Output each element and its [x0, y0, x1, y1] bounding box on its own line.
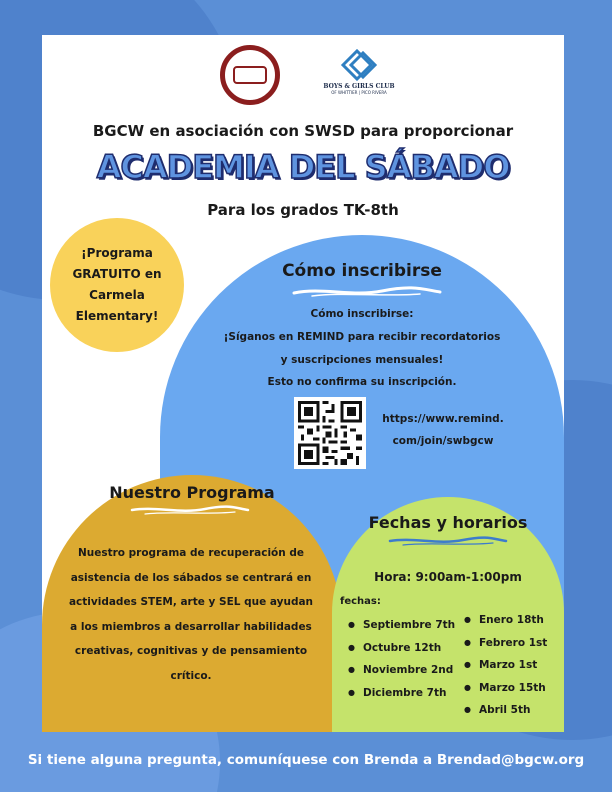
grades-text: Para los grados TK-8th	[207, 201, 399, 219]
logo-text-sub: OF WHITTIER | PICO RIVERA	[331, 90, 387, 95]
contact-footer: Si tiene alguna pregunta, comuníquese con Brenda a Brendad@bgcw.org	[27, 752, 585, 768]
badge-line: GRATUITO en	[72, 267, 162, 281]
hours-text: Hora: 9:00am-1:00pm	[374, 570, 522, 584]
badge-line: Elementary!	[75, 309, 159, 323]
dates-list-left	[348, 614, 455, 704]
badge-line: ¡Programa	[81, 246, 153, 260]
date-item: ● Octubre 12th	[348, 637, 455, 660]
program-line: Nuestro programa de recuperación de	[77, 547, 305, 559]
registration-line: Cómo inscribirse:	[310, 308, 414, 320]
seal-emblem	[233, 66, 267, 84]
program-line: a los miembros a desarrollar habilidades	[70, 620, 312, 633]
squiggle-underline-icon	[292, 285, 442, 299]
program-title: Nuestro Programa	[109, 483, 275, 502]
date-item: ● Septiembre 7th	[348, 614, 455, 637]
remind-url-line[interactable]: https://www.remind.	[382, 413, 504, 425]
district-seal-logo-icon	[220, 45, 280, 105]
program-line: actividades STEM, arte y SEL que ayudan	[68, 596, 314, 608]
squiggle-underline-icon	[130, 504, 250, 516]
remind-qr-code-icon[interactable]	[294, 397, 366, 469]
flyer-card	[42, 35, 564, 732]
intro-text: BGCW en asociación con SWSD para proporcionar	[92, 122, 514, 140]
boys-girls-club-logo	[304, 47, 414, 109]
program-description	[66, 541, 316, 688]
remind-url-line[interactable]: com/join/swbgcw	[392, 435, 494, 447]
boys-girls-club-logo-icon	[339, 47, 379, 81]
registration-line: Esto no confirma su inscripción.	[267, 376, 457, 388]
date-item: ● Abril 5th	[464, 699, 547, 722]
schedule-title: Fechas y horarios	[368, 513, 528, 532]
date-item: ● Marzo 1st	[464, 654, 547, 677]
badge-line: Carmela	[89, 288, 145, 302]
page-title: ACADEMIA DEL SÁBADO	[96, 148, 510, 186]
dates-list-right	[464, 609, 547, 722]
date-item: ● Marzo 15th	[464, 677, 547, 700]
date-item: ● Diciembre 7th	[348, 682, 455, 705]
logo-text-main: BOYS & GIRLS CLUB	[323, 83, 395, 90]
registration-line: ¡Síganos en REMIND para recibir recordatorios	[223, 331, 501, 343]
program-line: asistencia de los sábados se centrará en	[70, 571, 312, 584]
program-line: creativas, cognitivas y de pensamiento	[74, 645, 308, 657]
dates-label: fechas:	[340, 596, 381, 607]
date-item: ● Noviembre 2nd	[348, 659, 455, 682]
program-line: crítico.	[170, 669, 212, 682]
free-program-badge	[54, 222, 180, 348]
registration-title: Cómo inscribirse	[282, 261, 442, 281]
date-item: ● Febrero 1st	[464, 632, 547, 655]
date-item: ● Enero 18th	[464, 609, 547, 632]
registration-line: y suscripciones mensuales!	[280, 354, 444, 366]
squiggle-underline-icon	[388, 535, 508, 547]
